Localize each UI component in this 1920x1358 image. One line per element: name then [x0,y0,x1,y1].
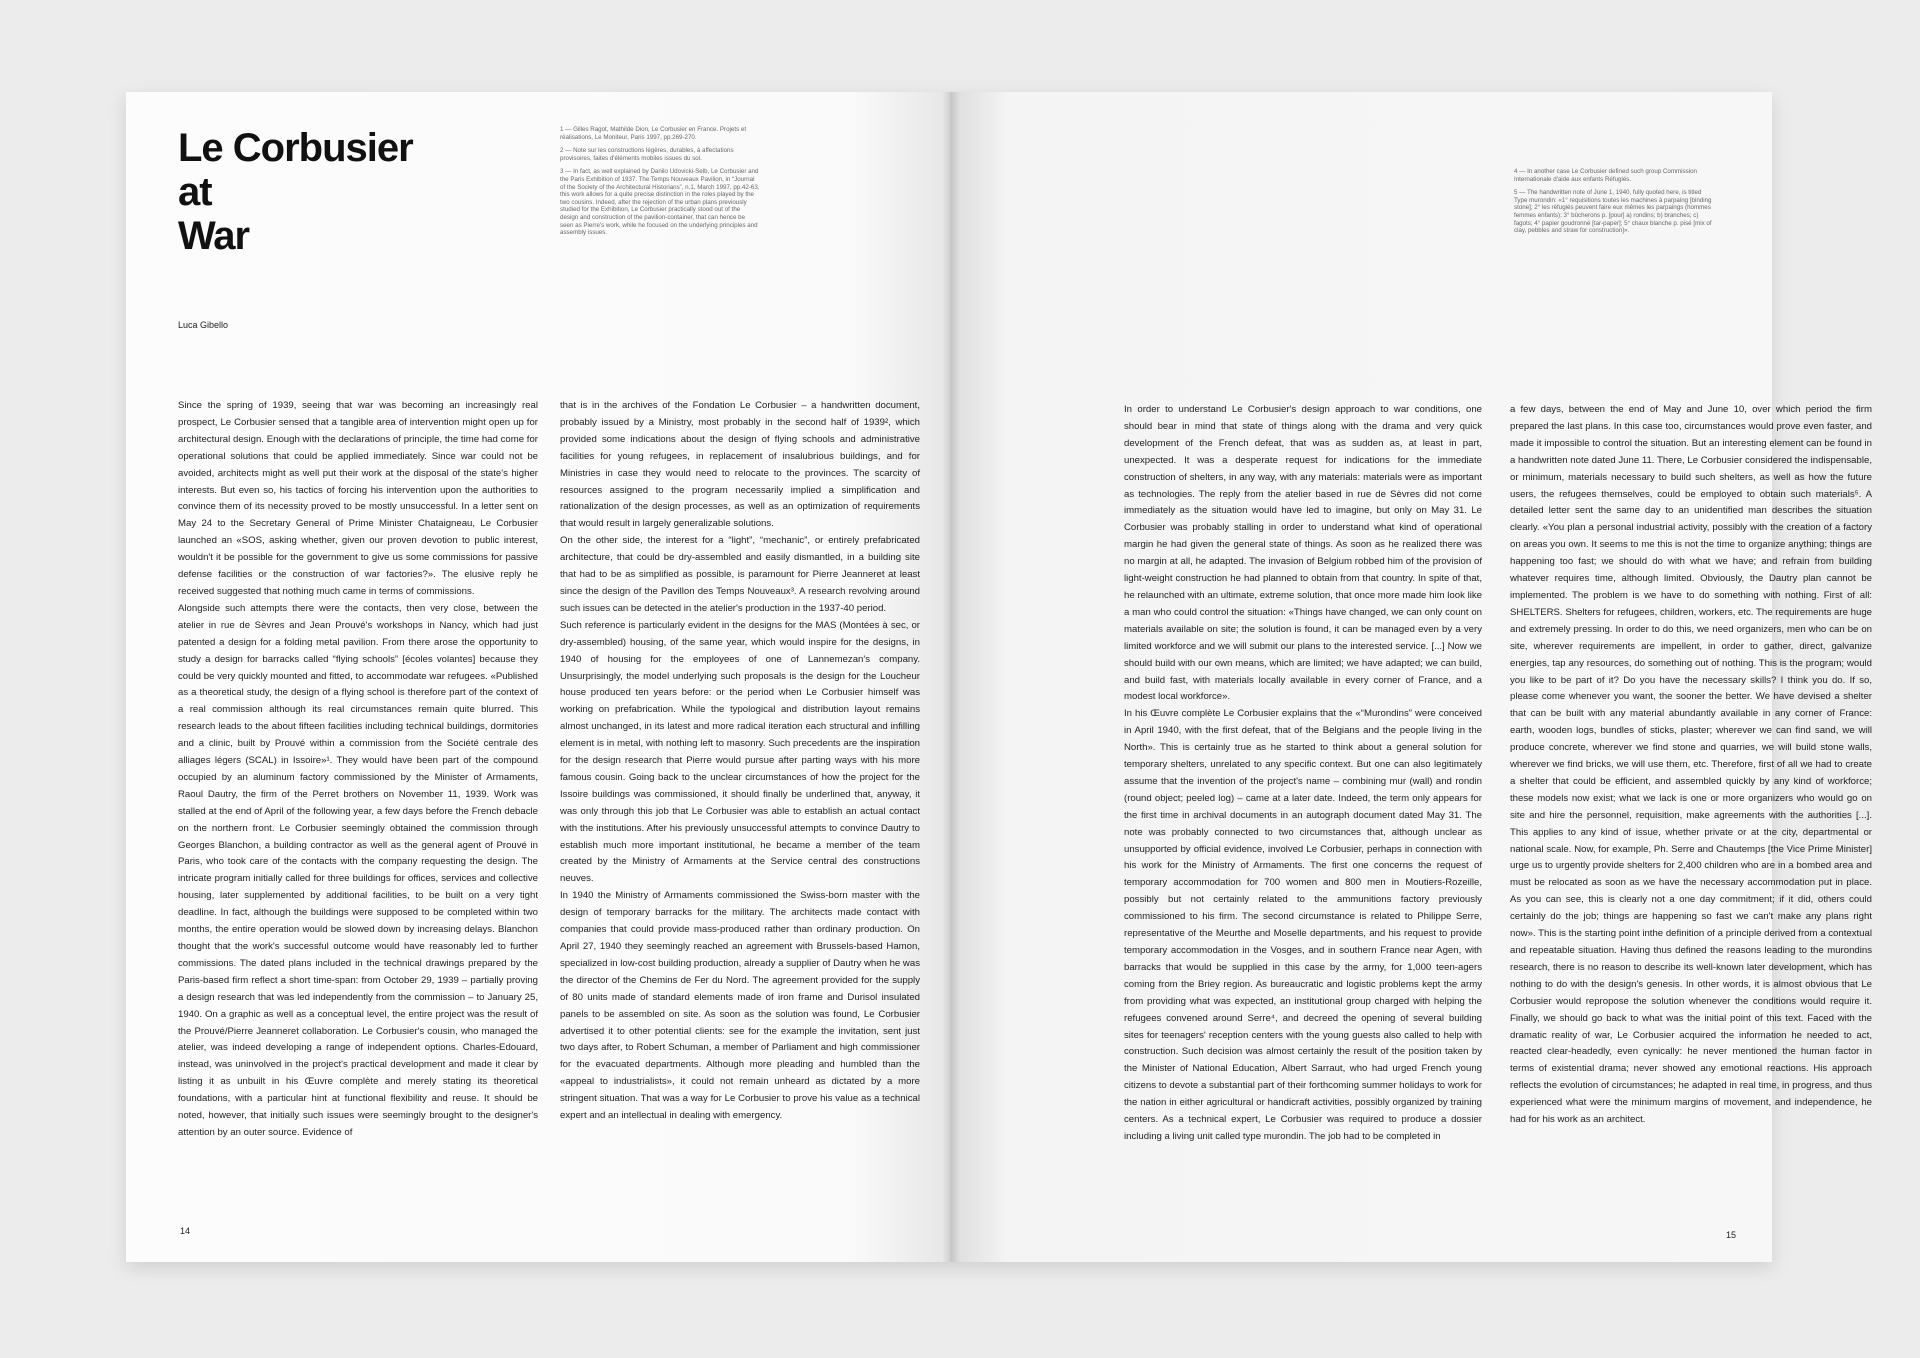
footnotes-left [560,126,760,243]
text-column-4 [1510,402,1872,1129]
page-number-right: 15 [1726,1230,1737,1240]
text-column-2 [560,398,920,1125]
paragraph: Alongside such attempts there were the contacts, then very close, between the atelier in rue de Sèvres and Jean Prouvé's workshops in Nancy, which had just patented a design for a folding metal pavilion. From there arose the opportunity to study a design for barracks called “flying schools” [écoles volantes] because they could be very quickly mounted and fitted, to accommodate war refugees. «Published as a theoretical study, the design of a flying school is therefore part of the context of a real commission although its real circumstances remain quite blurred. This research leads to the about fifteen facilities including technical buildings, dormitories and a clinic, built by Prouvé within a commission from the Société centrale des alliages légers (SCAL) in Issoire»¹. They would have been part of the compound occupied by an aluminum factory commissioned by the Minister of Armaments, Raoul Dautry, the firm of the Perret brothers on November 11, 1939. Work was stalled at the end of April of the following year, a few days before the French debacle on the northern front. Le Corbusier seemingly obtained the commission through Georges Blanchon, a building contractor as well as the general agent of Prouvé in Paris, who took care of the contacts with the company requesting the design. The intricate program initially called for three buildings for offices, services and collective housing, later supplemented by additional facilities, to be built on a very tight deadline. In fact, although the buildings were supposed to be completed within two months, the entire operation would be slowed down by increasing delays. Blanchon thought that the work's successful outcome would have reasonably led to further commissions. The dated plans included in the technical drawings prepared by the Paris-based firm reflect a short time-span: from October 29, 1939 – partially proving a design research that was led independently from the commission – to January 25, 1940. On a graphic as well as a conceptual level, the entire project was the result of the Prouvé/Pierre Jeanneret collaboration. Le Corbusier's cousin, who managed the atelier, was indeed developing a range of independent options. Charles-Edouard, instead, was uninvolved in the project's practical development and made it clear by listing it as unbuilt in his Œuvre complète and merely stating its theoretical foundations, with a particular hint at functional flexibility and reuse. It should be noted, however, that initially such issues were seemingly brought to the designer's attention by an outer source. Evidence of [178,602,538,1138]
footnote: 2 — Note sur les constructions légères, durables, à affectations provisoires, faites d'éléments mobiles issues du sol. [560,147,734,162]
footnote: 3 — In fact, as well explained by Danilo Udovicki-Selb, Le Corbusier and the Paris Exhibition of 1937. The Temps Nouveaux Pavilion, in “Journal of the Society of the Architectural Historians”, n.1, March 1997, pp.42-63, this work allows for a quite precise distinction in the roles played by the two cousins. Indeed, after the rejection of the urban plans previously studied for the Exhibition, Le Corbusier practically stood out of the design and construction of the pavilion-container, that can hence be seen as Pierre's work, while he focused on the underlying principles and assembly issues. [560,168,760,237]
page-number-left: 14 [180,1226,191,1236]
paragraph: In order to understand Le Corbusier's design approach to war conditions, one should bear in mind that state of things along with the drama and very quick development of the French defeat, that was as sudden as, at least in part, unexpected. It was a desperate request for indications for the immediate construction of shelters, in any way, with any materials: materials were as important as technologies. The reply from the atelier based in rue de Sèvres did not come immediately as the situation would have led to imagine, but only on May 31. Le Corbusier was probably stalling in order to understand what kind of operational margin he had given the general state of things. As soon as he realized there was no margin at all, he adapted. The invasion of Belgium robbed him of the provision of light-weight construction he had planned to obtain from that country. In spite of that, he relaunched with an ultimate, extreme solution, that once more made him look like a man who could control the situation: «Things have changed, we can only count on materials available on site; the solution is found, it can be managed even by a very limited workforce and we will submit our plans to the interested service. [...] Now we should build with our own means, which are limited; we have adapted; we can build, and build fast, with materials locally available in every corner of France, and a modest local workforce». [1124,404,1482,703]
paragraph: Such reference is particularly evident in the designs for the MAS (Montées à sec, or dry-assembled) housing, of the same year, which would inspire for the designs, in 1940 of housing for the employees of one of Lannemezan's company. Unsurprisingly, the model underlying such proposals is the design for the Loucheur house produced ten years before: or the period when Le Corbusier himself was working on prefabrication. While the typological and distribution layout remains almost unchanged, in its latest and more radical iteration each structural and infilling element is in metal, with nothing left to masonry. Such precedents are the inspiration for the design research that Pierre would pursue after parting ways with his more famous cousin. Going back to the unclear circumstances of how the project for the Issoire buildings was commissioned, it should finally be underlined that, anyway, it was only through this job that Le Corbusier was able to establish an actual contact with the institutions. After his previously unsuccessful attempts to convince Dautry to establish much more important institutional, he became a member of the team created by the Ministry of Armaments at the Service central des constructions neuves. [560,619,920,885]
title-line: at [178,170,212,214]
magazine-spread [126,92,1872,1262]
footnotes-right [1514,168,1714,241]
author-name: Luca Gibello [178,320,229,330]
footnote: 4 — In another case Le Corbusier defined such group Commission Internationale d'aide aux enfants Réfugiés. [1514,168,1697,183]
text-column-3 [1124,402,1482,1146]
title-line: War [178,214,250,258]
title-line: Le Corbusier [178,126,413,170]
paragraph: a few days, between the end of May and June 10, over which period the firm prepared the last plans. In this case too, circumstances would prove even faster, and made it impossible to control the situation. But an interesting element can be found in a handwritten note dated June 11. There, Le Corbusier considered the indispensable, or minimum, materials necessary to build such shelters, as well as how the future users, the refugees themselves, could be employed to obtain such materials⁵. A detailed letter sent the same day to an unidentified man describes the situation clearly. «You plan a personal industrial activity, possibly with the creation of a factory on areas you own. It seems to me this is not the time to organize anything; things are happening too fast; we should do with what we have; and refrain from building whatever requires time, although limited. Obviously, the Dautry plan cannot be implemented. The problem is we have to do something with nothing. First of all: SHELTERS. Shelters for refugees, children, workers, etc. The requirements are huge and extremely pressing. In order to do this, we need organizers, men who can be on site, wherever requirements are impellent, in order to gather, direct, galvanize energies, tap any resources, do something out of nothing. This is the program; would you like to be part of it? Do you have the necessary skills? I think you do. If so, please come whenever you want, the sooner the better. We have devised a shelter that can be built with any material abundantly available in any corner of France: earth, wooden logs, bundles of sticks, plaster; wherever we can find sand, we will produce concrete, wherever we find stone and quarries, we will build stone walls, wherever we find bricks, we will use them, etc. Therefore, first of all we had to create a shelter that could be efficient, and assembled quickly by any kind of workforce; these models now exist; what we lack is one or more organizers who would go on site and hire the personnel, requisition, make agreements with the authorities [...]. This applies to any kind of issue, whether private or at the city, departmental or national scale. Now, for example, Ph. Serre and Chautemps [the Vice Prime Minister] urge us to urgently provide shelters for 2,400 children who are in a bombed area and must be relocated as soon as we have the necessary accommodation put in place. As you can see, this is clearly not a one day commitment; if it did, others could certainly do the job; things are happening so fast we can't make any plans right now». This is the starting point inthe definition of a principle derived from a contextual and repeatable situation. Having thus defined the reasons leading to the murondins research, there is no reason to describe its well-known later development, which has nothing to do with the design's genesis. In other words, it is almost obvious that Le Corbusier would repropose the solution whenever the conditions would require it. Finally, we should go back to what was the initial point of this text. Faced with the dramatic reality of war, Le Corbusier acquired the information he needed to act, reacted clear-headedly, even cynically: he never mentioned the human factor in terms of existential drama; never showed any emotional reactions. His approach reflects the evolution of circumstances; he adapted in real time, in progress, and thus experienced what were the minimum margins of movement, and independence, he had for his work as an architect. [1510,404,1872,1126]
footnote: 5 — The handwritten note of June 1, 1940, fully quoted here, is titled Type murondin: «1° requisitions toutes les machines à parpaing [binding stone]; 2° les réfugiés peuvent faire eux mêmes les parpaings (hommes femmes enfants); 3° bûcherons p. [pour] a) rondins; b) branches; c) fagots; 4° papier goudronné [tar-paper]; 5° chaux blanche p. pisé [mix of clay, pebbles and straw for construction]». [1514,189,1712,235]
paragraph: that is in the archives of the Fondation Le Corbusier – a handwritten document, probably issued by a Ministry, most probably in the second half of 1939², which provided some indications about the design of flying schools and administrative facilities for young refugees, in replacement of insalubrious buildings, and for Ministries in case they would need to relocate to the provinces. The scarcity of resources assigned to the program necessarily implied a simplification and rationalization of the design processes, as well as an optimization of requirements that would result in largely generalizable solutions. [560,400,920,530]
paragraph: On the other side, the interest for a “light”, “mechanic”, or entirely prefabricated architecture, that could be dry-assembled and easily dismantled, in a building site that had to be as simplified as possible, is paramount for Pierre Jeanneret at least since the design of the Pavillon des Temps Nouveaux³. A research revolving around such issues can be detected in the atelier's production in the 1937-40 period. [560,535,920,614]
left-page [126,92,950,1262]
paragraph: In 1940 the Ministry of Armaments commissioned the Swiss-born master with the design of temporary barracks for the military. The architects made contact with companies that could provide mass-produced rather than ordinary production. On April 27, 1940 they seemingly reached an agreement with Brussels-based Hamon, specialized in low-cost building production, already a supplier of Dautry when he was the director of the Chemins de Fer du Nord. The agreement provided for the supply of 80 units made of standard elements made of iron frame and Durisol insulated panels to be assembled on site. As soon as the solution was found, Le Corbusier advertised it to other potential clients: see for the example the invitation, sent just two days after, to Robert Schuman, a member of Parliament and high commissioner for the evacuated departments. Although more pleading and humbled than the «appeal to industrialists», it could not remain unheard as dictated by a more stringent situation. That was a way for Le Corbusier to prove his value as a technical expert and an intellectual in dealing with emergency. [560,890,920,1122]
paragraph: In his Œuvre complète Le Corbusier explains that the «“Murondins” were conceived in April 1940, with the first defeat, that of the Belgians and the people living in the North». This is certainly true as he started to think about a general solution for temporary shelters, unrelated to any specific context. But one can also legitimately assume that the invention of the project's name – combining mur (wall) and rondin (round object; peeled log) – came at a later date. Indeed, the term only appears for the first time in archival documents in an autograph document dated May 31. The note was probably connected to two circumstances that, although unclear as unsupported by official evidence, involved Le Corbusier, perhaps in connection with his work for the Ministry of Armaments. The first one concerns the request of temporary accommodation for 700 women and 800 men in Moutiers-Rozeille, possibly but not certainly related to the ammunitions factory previously commissioned to his firm. The second circumstance is related to Philippe Serre, representative of the Meurthe and Moselle departments, and his request to provide temporary accommodation in the Vosges, and in southern France near Agen, with barracks that would be supplied in this case by the army, for 1,000 teen-agers coming from the Briey region. As bureaucratic and logistic problems kept the army from providing what was expected, an institutional group charged with helping the refugees convened around Serre⁴, and decreed the opening of several building sites for teenagers' reception centers with the young guests also called to help with construction. Such decision was almost certainly the result of the position taken by the Minister of National Education, Albert Sarraut, who had urged French young citizens to devote a substantial part of their forthcoming summer holidays to work for the nation in either agricultural or handicraft activities, possibly organized by training centers. As a technical expert, Le Corbusier was required to produce a dossier including a living unit called type murondin. The job had to be completed in [1124,708,1482,1142]
footnote: 1 — Gilles Ragot, Mathilde Dion, Le Corbusier en France. Projets et réalisations, Le Moniteur, Paris 1997, pp.269-270. [560,126,747,141]
paragraph: Since the spring of 1939, seeing that war was becoming an increasingly real prospect, Le Corbusier sensed that a tangible area of intervention might open up for architectural design. Enough with the declarations of principle, the time had come for operational solutions that could be applied immediately. Since war could not be avoided, architects might as well put their work at the disposal of the state's higher interests. But even so, his tactics of forcing his intervention upon the authorities to convince them of its necessity proved to be mostly unsuccessful. In a letter sent on May 24 to the Secretary General of Prime Minister Chataigneau, Le Corbusier launched an «SOS, asking whether, given our proven devotion to public interest, wouldn't it be possible for the government to give us some commissions for passive defense facilities or the construction of war factories?». The elusive reply he received suggested that nothing much came in terms of commissions. [178,400,538,597]
article-title [178,126,413,258]
right-page [950,92,1872,1262]
text-column-1 [178,398,538,1142]
